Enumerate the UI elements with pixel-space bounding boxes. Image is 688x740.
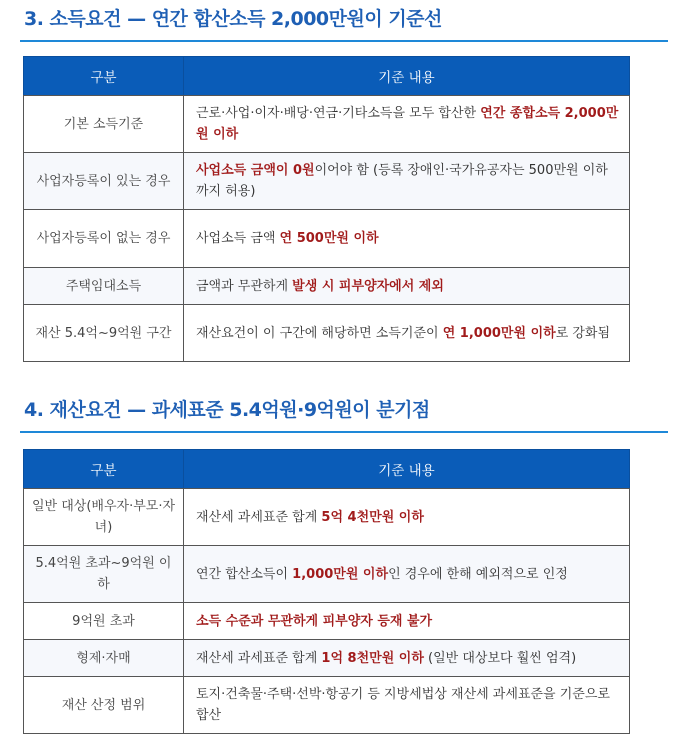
row-criteria: [184, 603, 630, 640]
row-criteria: [184, 96, 630, 153]
row-criteria: [184, 489, 630, 546]
column-header-category: 구분: [24, 57, 184, 96]
criteria-highlight: 소득 수준과 무관하게 피부양자 등재 불가: [196, 613, 433, 629]
column-header-criteria: 기준 내용: [184, 450, 630, 489]
table-row: [24, 210, 630, 268]
table-row: [24, 640, 630, 677]
property-section: [0, 395, 688, 734]
criteria-text-after: 인 경우에 한해 예외적으로 인정: [388, 566, 568, 582]
income-criteria-table: [23, 56, 630, 362]
row-label: 9억원 초과: [24, 603, 184, 640]
row-criteria: [184, 210, 630, 268]
criteria-text: 사업소득 금액: [196, 231, 280, 246]
column-header-criteria: 기준 내용: [184, 57, 630, 96]
row-label: 일반 대상(배우자·부모·자녀): [24, 489, 184, 546]
criteria-text-after: 로 강화됨: [555, 325, 611, 341]
criteria-text: 근로·사업·이자·배당·연금·기타소득을 모두 합산한: [196, 106, 481, 121]
table-row: [24, 546, 630, 603]
criteria-text: 재산세 과세표준 합계: [196, 509, 322, 525]
criteria-highlight: 연 1,000만원 이하: [442, 325, 556, 341]
column-header-category: 구분: [24, 450, 184, 489]
table-row: [24, 305, 630, 362]
row-label: 재산 5.4억~9억원 구간: [24, 305, 184, 362]
table-row: [24, 489, 630, 546]
row-label: 기본 소득기준: [24, 96, 184, 153]
criteria-highlight: 1억 8천만원 이하: [321, 650, 424, 666]
row-criteria: [184, 268, 630, 305]
table-row: [24, 268, 630, 305]
criteria-text: 재산세 과세표준 합계: [196, 650, 322, 666]
criteria-text: 금액과 무관하게: [196, 278, 293, 294]
table-row: [24, 153, 630, 210]
table-row: [24, 96, 630, 153]
table-row: [24, 603, 630, 640]
criteria-highlight: 사업소득 금액이 0원: [196, 163, 315, 178]
criteria-text: 재산요건이 이 구간에 해당하면 소득기준이: [196, 325, 443, 341]
income-section-title: 3. 소득요건 — 연간 합산소득 2,000만원이 기준선: [20, 0, 668, 42]
row-label: 주택임대소득: [24, 268, 184, 305]
criteria-highlight: 발생 시 피부양자에서 제외: [292, 278, 444, 294]
row-criteria: [184, 677, 630, 734]
row-criteria: [184, 153, 630, 210]
criteria-highlight: 5억 4천만원 이하: [321, 509, 424, 525]
property-section-title: 4. 재산요건 — 과세표준 5.4억원·9억원이 분기점: [20, 395, 668, 433]
criteria-text-after: (일반 대상보다 훨씬 엄격): [423, 650, 577, 666]
row-label: 재산 산정 범위: [24, 677, 184, 734]
property-criteria-table: [23, 449, 630, 734]
row-label: 사업자등록이 없는 경우: [24, 210, 184, 268]
criteria-text: 연간 합산소득이: [196, 566, 293, 582]
row-criteria: [184, 546, 630, 603]
row-criteria: [184, 640, 630, 677]
income-section: [0, 0, 688, 362]
table-header-row: [24, 450, 630, 489]
table-row: [24, 677, 630, 734]
row-label: 형제·자매: [24, 640, 184, 677]
table-header-row: [24, 57, 630, 96]
row-label: 사업자등록이 있는 경우: [24, 153, 184, 210]
row-label: 5.4억원 초과~9억원 이하: [24, 546, 184, 603]
criteria-text-after: 이어야 함 (등록 장애인·국가유공자는 500만원 이하까지 허용): [196, 163, 608, 199]
criteria-highlight: 연 500만원 이하: [279, 231, 379, 246]
criteria-highlight: 연간 종합소득 2,000만원 이하: [196, 106, 619, 142]
criteria-text: 토지·건축물·주택·선박·항공기 등 지방세법상 재산세 과세표준을 기준으로 합산: [196, 687, 610, 723]
row-criteria: [184, 305, 630, 362]
criteria-highlight: 1,000만원 이하: [292, 566, 389, 582]
